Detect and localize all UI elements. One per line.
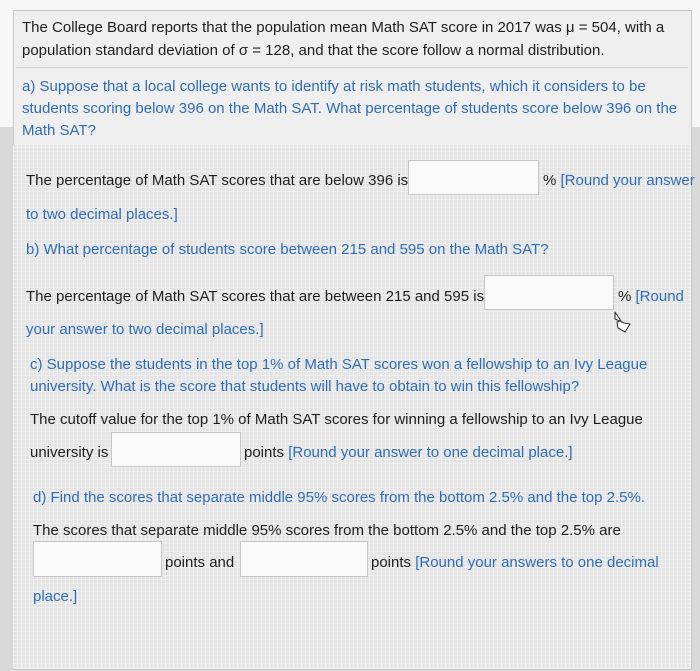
part-a-question-line-1: a) Suppose that a local college wants to identify at risk math students, which it considers to be (22, 78, 646, 95)
part-c-answer-prefix: university is (30, 444, 109, 461)
part-b-answer-input[interactable] (484, 275, 614, 310)
part-a-answer-prefix: The percentage of Math SAT scores that are below 396 is (26, 172, 409, 189)
mouse-pointer-icon (613, 311, 633, 333)
part-c-answer-line-1: The cutoff value for the top 1% of Math SAT scores for winning a fellowship to an Ivy League (30, 411, 643, 428)
part-d-round-note: [Round your answers to one decimal (415, 554, 659, 571)
part-a-question-line-3: Math SAT? (22, 122, 96, 139)
part-d-question: d) Find the scores that separate middle 95% scores from the bottom 2.5% and the top 2.5%. (33, 489, 645, 506)
divider (16, 67, 688, 68)
part-c-round-note: [Round your answer to one decimal place.] (288, 444, 573, 461)
intro-line-1: The College Board reports that the population mean Math SAT score in 2017 was μ = 504, with a (22, 19, 665, 36)
part-c-answer-suffix (244, 443, 573, 463)
part-c-points-label: points (244, 444, 285, 461)
part-b-round-note: [Round (635, 288, 684, 305)
part-a-answer-suffix: % [Round your answer (543, 172, 695, 189)
part-a-question (22, 76, 694, 142)
part-d-answer-line-1: The scores that separate middle 95% scores from the bottom 2.5% and the top 2.5% are (33, 522, 621, 539)
part-b-round-note-line-2: your answer to two decimal places.] (26, 321, 264, 338)
part-c-question-line-2: university. What is the score that students will have to obtain to win this fellowship? (30, 378, 580, 395)
part-b-answer-suffix: % [Round (618, 288, 684, 305)
part-a-answer-input[interactable] (408, 160, 539, 195)
part-d-answer-suffix (371, 553, 659, 573)
part-c-answer-input[interactable] (111, 432, 241, 467)
part-d-points-and: points and (165, 554, 235, 571)
part-d-points-label: points (371, 554, 412, 571)
problem-statement (22, 16, 682, 62)
part-d-low-input[interactable] (33, 541, 162, 577)
part-d-round-note-line-2: place.] (33, 588, 78, 605)
part-d-high-input[interactable] (240, 541, 368, 577)
part-b-question: b) What percentage of students score between 215 and 595 on the Math SAT? (26, 241, 549, 258)
intro-line-2: population standard deviation of σ = 128, and that the score follow a normal distribution. (22, 42, 605, 59)
part-a-round-note-line-2: to two decimal places.] (26, 206, 178, 223)
part-a-round-note: [Round your answer (560, 172, 695, 189)
part-a-question-line-2: students scoring below 396 on the Math SAT. What percentage of students score below 396 on the (22, 100, 678, 117)
part-c-question-line-1: c) Suppose the students in the top 1% of Math SAT scores won a fellowship to an Ivy League (30, 356, 648, 373)
part-b-answer-prefix: The percentage of Math SAT scores that are between 215 and 595 is (26, 288, 485, 305)
